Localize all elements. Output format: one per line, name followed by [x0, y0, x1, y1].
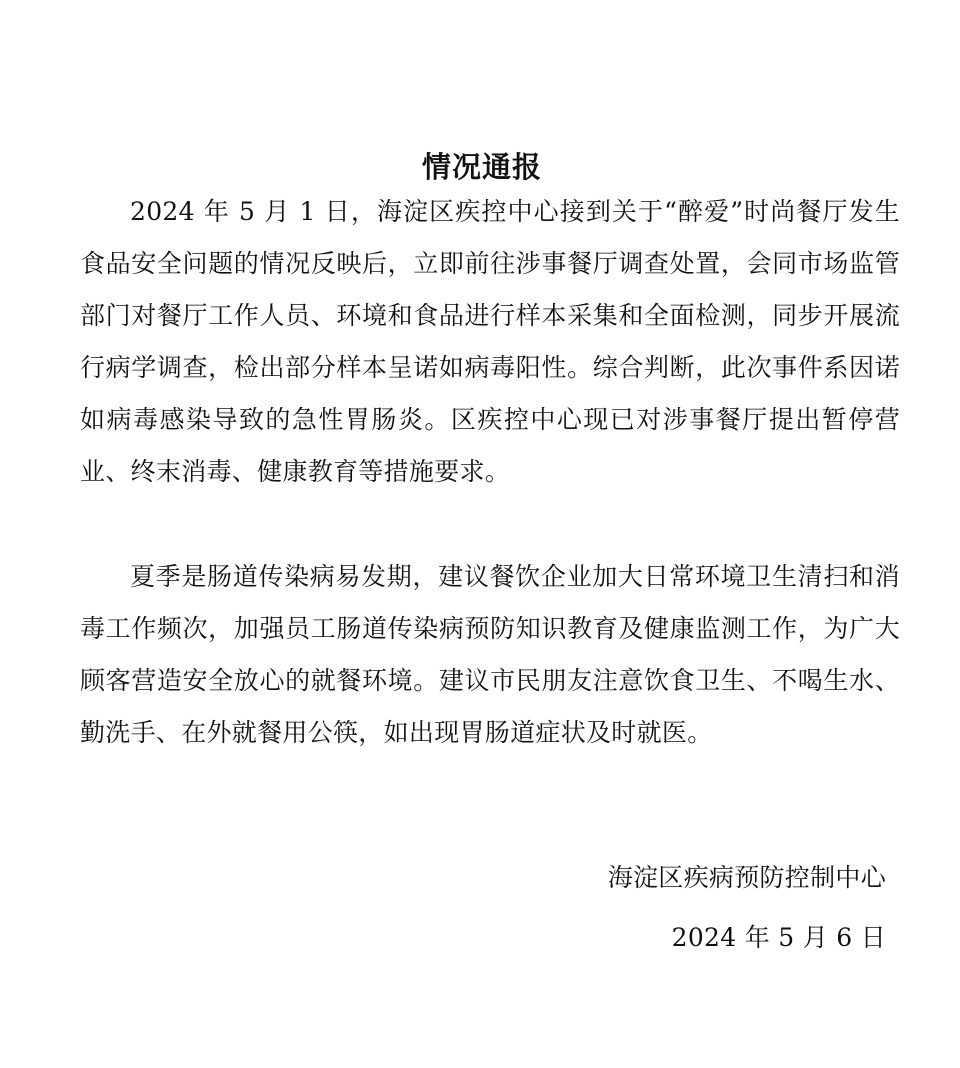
signature-organization: 海淀区疾病预防控制中心	[607, 863, 886, 892]
signature-date: 2024 年 5 月 6 日	[671, 923, 886, 952]
paragraph-incident-report: 2024 年 5 月 1 日，海淀区疾控中心接到关于“醉爱”时尚餐厅发生食品安全问题的情况反映后，立即前往涉事餐厅调查处置，会同市场监管部门对餐厅工作人员、环境和食品进行样本采集和全面检测，同步开展流行病学调查，检出部分样本呈诺如病毒阳性。综合判断，此次事件系因诺如病毒感染导致的急性胃肠炎。区疾控中心现已对涉事餐厅提出暂停营业、终末消毒、健康教育等措施要求。	[80, 197, 900, 486]
document-title: 情况通报	[421, 150, 542, 185]
paragraph-health-advice: 夏季是肠道传染病易发期，建议餐饮企业加大日常环境卫生清扫和消毒工作频次，加强员工肠道传染病预防知识教育及健康监测工作，为广大顾客营造安全放心的就餐环境。建议市民朋友注意饮食卫生、不喝生水、勤洗手、在外就餐用公筷，如出现胃肠道症状及时就医。	[80, 562, 900, 747]
